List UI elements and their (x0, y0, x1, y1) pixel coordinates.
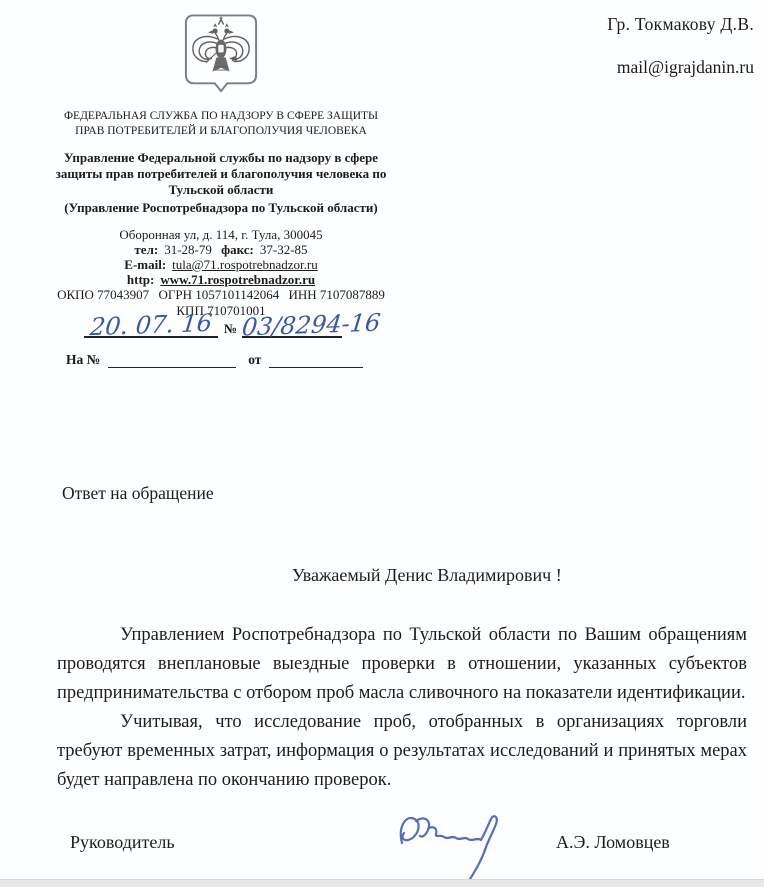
okpo-value: ОКПО 77043907 (57, 287, 150, 303)
email-label: E-mail: (124, 256, 167, 272)
recipient-block (607, 14, 754, 78)
handwritten-date: 20. 07. 16 (88, 308, 214, 342)
number-sign: № (224, 321, 238, 336)
incoming-date-blank (269, 352, 363, 368)
reply-label: На № (66, 352, 101, 367)
salutation: Уважаемый Денис Владимирович ! (292, 565, 562, 585)
federal-service-name: ФЕДЕРАЛЬНАЯ СЛУЖБА ПО НАДЗОРУ В СФЕРЕ ЗАЩИТЫ ПРАВ ПОТРЕБИТЕЛЕЙ И БЛАГОПОЛУЧИЯ ЧЕЛОВЕКА (63, 110, 379, 138)
codes-row (40, 287, 402, 302)
handwritten-signature-icon (392, 795, 522, 887)
outgoing-reference-line (84, 308, 382, 342)
subject-line: Ответ на обращение (62, 483, 214, 503)
kpp-value: КПП 710701001 (176, 302, 266, 318)
date-blank-line (84, 308, 218, 342)
incoming-number-blank (108, 352, 236, 368)
russian-coat-of-arms-icon (182, 12, 260, 100)
org-short-name: (Управление Роспотребнадзора по Тульской области) (64, 200, 378, 216)
from-label: от (248, 352, 262, 367)
handwritten-number: 03/8294-16 (240, 308, 382, 342)
scan-edge-strip (0, 879, 764, 887)
email-row (40, 257, 402, 272)
email-value: tula@71.rospotrebnadzor.ru (172, 256, 318, 272)
phone-label: тел: (134, 241, 159, 257)
number-blank-line (240, 308, 382, 342)
inn-value: ИНН 7107087889 (288, 287, 385, 303)
website-value: www.71.rospotrebnadzor.ru (160, 272, 316, 288)
letter-body (57, 621, 747, 795)
phone-value: 31-28-79 (164, 241, 212, 257)
http-label: http: (126, 272, 155, 288)
fax-value: 37-32-85 (259, 241, 308, 257)
signoff-name: А.Э. Ломовцев (556, 832, 670, 852)
body-paragraph-2: Учитывая, что исследование проб, отобранных в организациях торговли требуют временных затрат, информация о результатах исследований и принятых мерах будет направлена по окончанию проверок. (57, 712, 747, 790)
postal-address: Оборонная ул, д. 114, г. Тула, 300045 (119, 226, 323, 242)
fax-label: факс: (221, 241, 254, 257)
signoff-title: Руководитель (70, 832, 175, 852)
requisites-block (40, 227, 402, 318)
org-name: Управление Федеральной службы по надзору в сфере защиты прав потребителей и благополучия человека по Тульской области (55, 149, 387, 198)
recipient-email: mail@igrajdanin.ru (616, 57, 754, 77)
ogrn-value: ОГРН 1057101142064 (158, 287, 280, 303)
phone-fax-row (40, 242, 402, 257)
body-paragraph-1: Управлением Роспотребнадзора по Тульской области по Вашим обращениям проводятся внеплановые выездные проверки в отношении, указанных субъектов предпринимательства с отбором проб масла сливочного на показатели идентификации. (57, 625, 747, 703)
incoming-reference-line (66, 352, 363, 368)
recipient-name: Гр. Токмакову Д.В. (607, 14, 754, 34)
website-row (40, 272, 402, 287)
letterhead (40, 12, 402, 318)
